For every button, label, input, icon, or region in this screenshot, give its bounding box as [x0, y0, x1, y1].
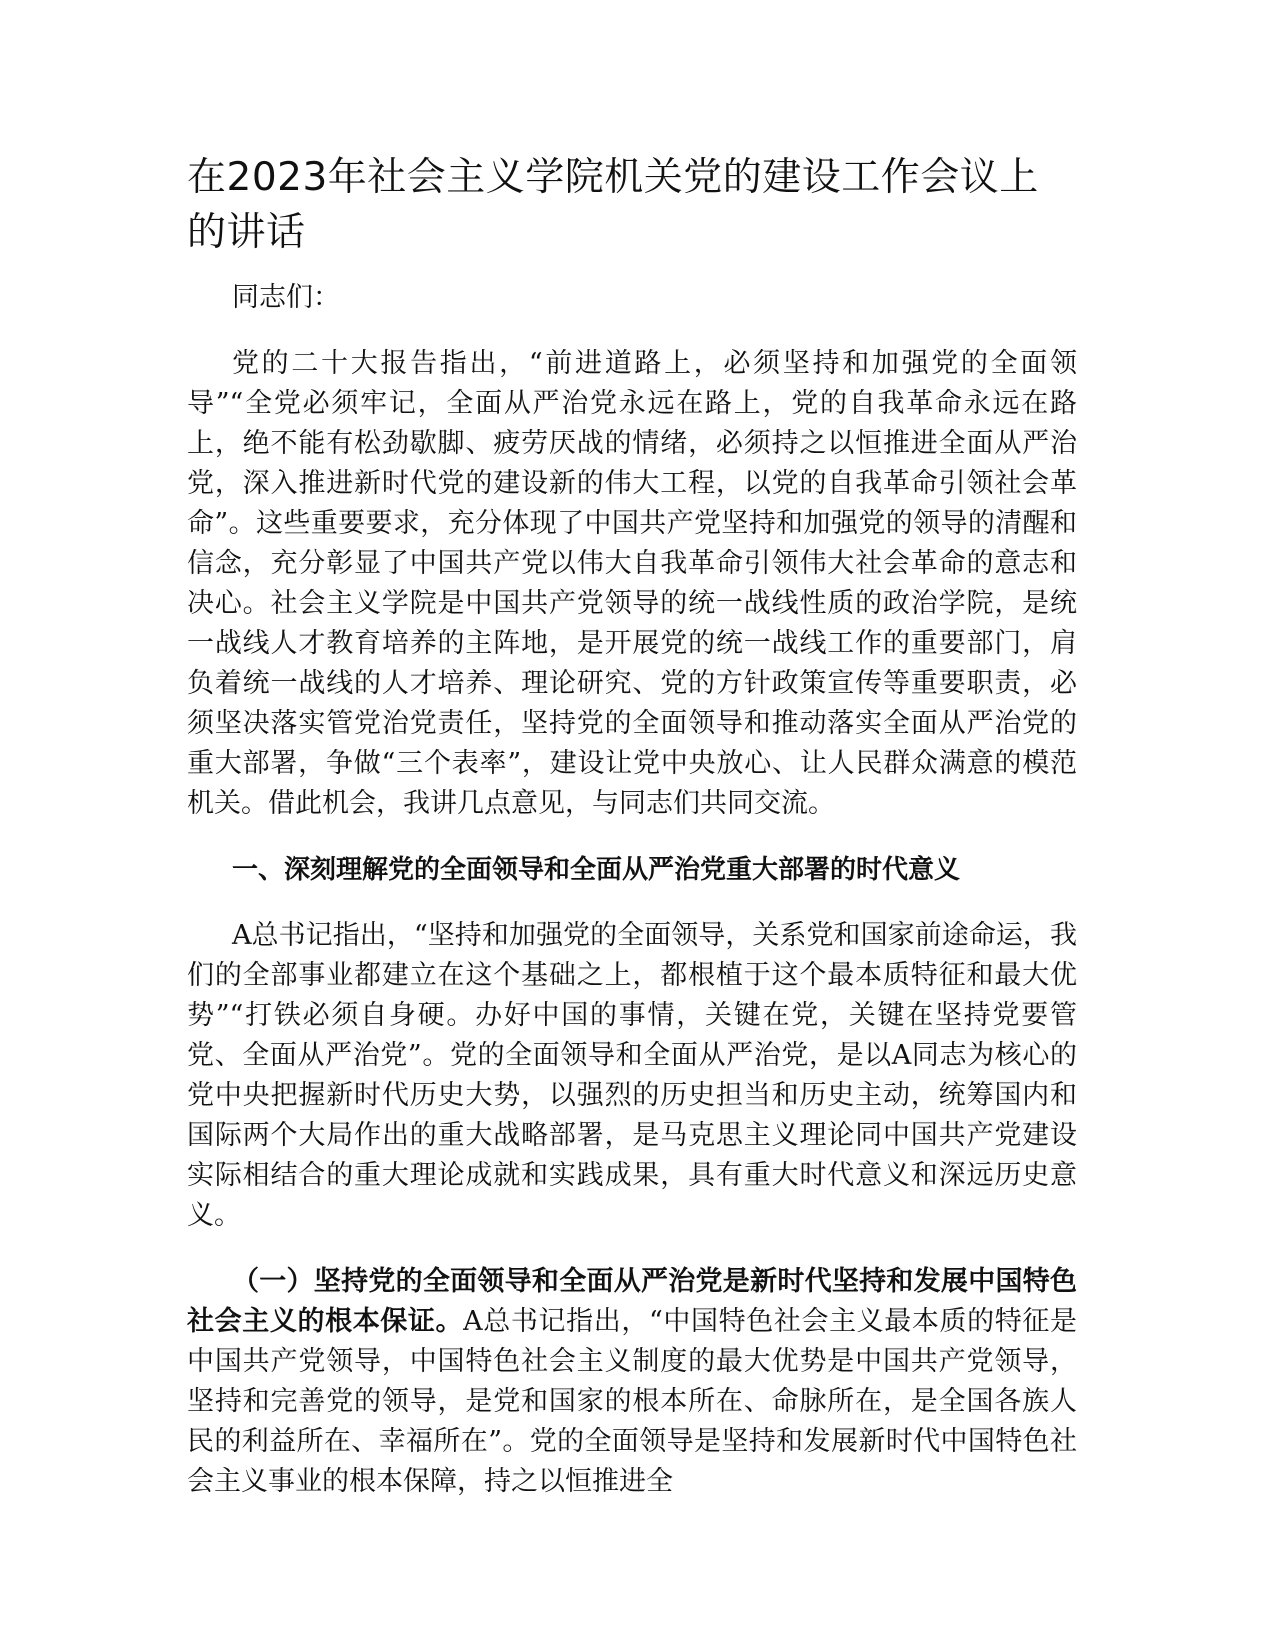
salutation: 同志们： — [232, 282, 340, 313]
section-heading-1: 一、深刻理解党的全面领导和全面从严治党重大部署的时代意义 — [232, 855, 961, 885]
section-1-paragraph: A总书记指出，“坚持和加强党的全面领导，关系党和国家前途命运，我们的全部事业都建立在这个基础之上，都根植于这个最本质特征和最大优势”“打铁必须自身硬。办好中国的事情，关键在党，关键在坚持党要管党、全面从严治党”。党的全面领导和全面从严治党，是以A同志为核心的党中央把握新时代历史大势，以强烈的历史担当和历史主动，统筹国内和国际两个大局作出的重大战略部署，是马克思主义理论同中国共产党建设实际相结合的重大理论成就和实践成果，具有重大时代意义和深远历史意义。 — [187, 920, 1077, 1231]
subsection-1-paragraph — [187, 1262, 1077, 1502]
subsection-heading-1: （一）坚持党的全面领导和全面从严治党是新时代坚持和发展中国特色社会主义的根本保证。 — [187, 1266, 1077, 1337]
document-body — [187, 150, 1077, 1528]
intro-paragraph: 党的二十大报告指出，“前进道路上，必须坚持和加强党的全面领导”“全党必须牢记，全面从严治党永远在路上，党的自我革命永远在路上，绝不能有松劲歇脚、疲劳厌战的情绪，必须持之以恒推进全面从严治党，深入推进新时代党的建设新的伟大工程，以党的自我革命引领社会革命”。这些重要要求，充分体现了中国共产党坚持和加强党的领导的清醒和信念，充分彰显了中国共产党以伟大自我革命引领伟大社会革命的意志和决心。社会主义学院是中国共产党领导的统一战线性质的政治学院，是统一战线人才教育培养的主阵地，是开展党的统一战线工作的重要部门，肩负着统一战线的人才培养、理论研究、党的方针政策宣传等重要职责，必须坚决落实管党治党责任，坚持党的全面领导和推动落实全面从严治党的重大部署，争做“三个表率”，建设让党中央放心、让人民群众满意的模范机关。借此机会，我讲几点意见，与同志们共同交流。 — [187, 348, 1077, 819]
document-title: 在2023年社会主义学院机关党的建设工作会议上的讲话 — [187, 155, 1039, 255]
subsection-1-text: A总书记指出，“中国特色社会主义最本质的特征是中国共产党领导，中国特色社会主义制度的最大优势是中国共产党领导，坚持和完善党的领导，是党和国家的根本所在、命脉所在，是全国各族人民的利益所在、幸福所在”。党的全面领导是坚持和发展新时代中国特色社会主义事业的根本保障，持之以恒推进全 — [187, 1306, 1077, 1497]
